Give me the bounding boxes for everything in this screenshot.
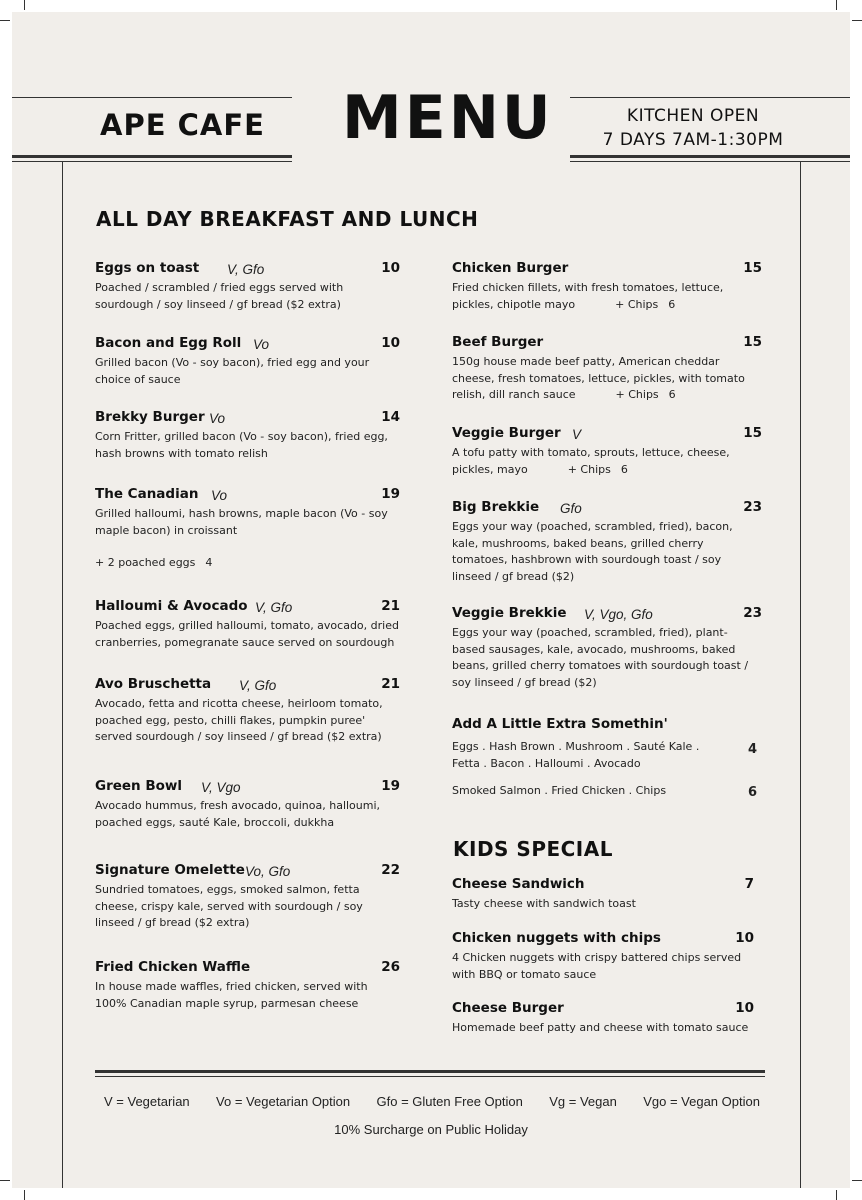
item-name: Big Brekkie [452,499,540,515]
item-price: 19 [381,778,400,794]
item-price: 10 [381,335,400,351]
crop-mark [24,1190,25,1200]
footer-rule [95,1070,765,1073]
item-name: The Canadian [95,486,199,502]
menu-title: MENU [342,83,554,153]
crop-mark [24,0,25,10]
item-name: Beef Burger [452,334,544,350]
item-price: 21 [381,598,400,614]
item-description: Corn Fritter, grilled bacon (Vo - soy bacon), fried egg, hash browns with tomato relish [95,430,388,460]
section-title-kids: KIDS SPECIAL [453,837,613,861]
item-name: Chicken nuggets with chips [452,930,661,946]
chips-addon: + Chips [567,462,611,476]
item-name: Veggie Burger [452,425,561,441]
item-diet: V, Gfo [255,600,293,615]
item-description-text: A tofu patty with tomato, sprouts, lettuce, cheese, pickles, mayo [452,446,730,476]
menu-item [95,778,400,831]
extras-price-2: 6 [748,785,758,800]
item-addon [95,555,400,572]
item-name: Chicken Burger [452,260,569,276]
extras-line-2: Smoked Salmon . Fried Chicken . Chips [452,784,667,797]
header-rule [570,155,850,158]
item-name: Veggie Brekkie [452,605,567,621]
menu-item [95,598,400,651]
item-description-text: Fried chicken fillets, with fresh tomatoes, lettuce, pickles, chipotle mayo [452,281,724,311]
item-description: Grilled bacon (Vo - soy bacon), fried egg and your choice of sauce [95,356,370,386]
hours-line-2: 7 DAYS 7AM-1:30PM [602,130,784,150]
item-description: Eggs your way (poached, scrambled, fried), plant-based sausages, kale, avocado, mushrooms, baked beans, grilled cherry tomatoes with sourdough toast / soy linseed / gf bread ($2) [452,626,749,689]
item-description-text: 150g house made beef patty, American cheddar cheese, fresh tomatoes, lettuce, pickles, with tomato relish, dill ranch sauce [452,355,745,401]
menu-item [452,605,762,691]
chips-addon-price: 6 [668,388,676,401]
menu-item [95,409,400,462]
legend-vgo: Vgo = Vegan Option [643,1094,760,1109]
item-price: 26 [381,959,400,975]
extras-title: Add A Little Extra Somethin' [452,716,668,732]
chips-addon: + Chips [615,297,659,311]
item-diet: V, Vgo [201,780,241,795]
menu-item [452,930,754,983]
extras-line-1b: Fetta . Bacon . Halloumi . Avocado [452,756,641,770]
item-price: 10 [381,260,400,276]
item-diet: V [572,427,582,442]
extras-line-1a: Eggs . Hash Brown . Mushroom . Sauté Kale . [452,740,700,753]
crop-mark [852,20,862,21]
item-name: Cheese Burger [452,1000,564,1016]
item-name: Green Bowl [95,778,183,794]
item-diet: Vo [209,411,226,426]
crop-mark [0,1180,10,1181]
item-price: 14 [381,409,400,425]
header-rule [12,161,292,162]
item-name: Bacon and Egg Roll [95,335,242,351]
item-name: Fried Chicken Waffle [95,959,251,975]
item-diet: V, Vgo, Gfo [584,607,653,622]
header-rule [12,97,292,98]
item-description [452,280,762,313]
legend-vo: Vo = Vegetarian Option [216,1094,351,1109]
crop-mark [836,0,837,10]
menu-item [95,486,400,572]
header-rule [12,155,292,158]
header-rule [570,161,850,162]
menu-item [95,959,400,1012]
crop-mark [836,1190,837,1200]
item-diet: Vo, Gfo [245,864,291,879]
item-price: 23 [743,605,762,621]
menu-item [452,1000,754,1037]
item-price: 21 [381,676,400,692]
addon-price: 4 [205,556,213,569]
legend-gfo: Gfo = Gluten Free Option [376,1094,523,1109]
extras-block [452,716,762,736]
item-description: Grilled halloumi, hash browns, maple bacon (Vo - soy maple bacon) in croissant [95,507,388,537]
item-name: Eggs on toast [95,260,200,276]
item-description: Sundried tomatoes, eggs, smoked salmon, fetta cheese, crispy kale, served with sourdough / soy linseed / gf bread ($2 extra) [95,883,363,929]
legend-v: V = Vegetarian [104,1094,190,1109]
menu-item [95,260,400,313]
extras-price-1: 4 [748,742,758,757]
item-diet: Vo [211,488,228,503]
menu-item [95,676,400,746]
menu-item [95,862,400,932]
item-description: Eggs your way (poached, scrambled, fried), bacon, kale, mushrooms, baked beans, grilled cherry tomatoes, hashbrown with sourdough toast / soy linseed / gf bread ($2) [452,520,733,583]
frame-left-line [62,161,63,1188]
kitchen-hours [580,104,806,152]
item-description: In house made waffles, fried chicken, served with 100% Canadian maple syrup, parmesan cheese [95,980,368,1010]
menu-item [452,876,754,913]
chips-addon: + Chips [615,388,659,401]
item-description: Avocado hummus, fresh avocado, quinoa, halloumi, poached eggs, sauté Kale, broccoli, dukkha [95,799,381,829]
item-description: 4 Chicken nuggets with crispy battered chips served with BBQ or tomato sauce [452,951,742,981]
item-name: Avo Bruschetta [95,676,212,692]
item-name: Cheese Sandwich [452,876,585,892]
item-description: Tasty cheese with sandwich toast [452,897,636,910]
crop-mark [852,1180,862,1181]
menu-item [452,260,762,313]
section-title-breakfast: ALL DAY BREAKFAST AND LUNCH [96,207,479,231]
crop-mark [0,20,10,21]
item-price: 23 [743,499,762,515]
item-price: 15 [743,334,762,350]
header-rule [570,97,850,98]
item-description: Homemade beef patty and cheese with tomato sauce [452,1021,749,1034]
item-price: 19 [381,486,400,502]
item-description [452,445,762,478]
item-description [452,354,762,404]
item-price: 15 [743,425,762,441]
item-name: Signature Omelette [95,862,245,878]
menu-item [452,425,762,478]
menu-item [95,335,400,388]
item-description: Poached / scrambled / fried eggs served with sourdough / soy linseed / gf bread ($2 extra) [95,281,344,311]
item-name: Halloumi & Avocado [95,598,248,614]
item-description: Poached eggs, grilled halloumi, tomato, avocado, dried cranberries, pomegranate sauce served on sourdough [95,619,399,649]
item-price: 7 [744,876,754,892]
legend-vg: Vg = Vegan [549,1094,617,1109]
item-price: 10 [735,930,754,946]
item-diet: Vo [253,337,270,352]
item-diet: V, Gfo [227,262,265,277]
hours-line-1: KITCHEN OPEN [626,106,760,126]
cafe-name: APE CAFE [100,108,265,142]
diet-legend [104,1094,760,1109]
item-description: Avocado, fetta and ricotta cheese, heirloom tomato, poached egg, pesto, chilli flakes, pumpkin puree' served sourdough / soy linseed / gf bread ($2 extra) [95,697,383,743]
item-diet: V, Gfo [239,678,277,693]
footer-rule [95,1076,765,1077]
item-diet: Gfo [560,501,582,516]
chips-addon-price: 6 [668,297,676,311]
surcharge-note: 10% Surcharge on Public Holiday [334,1122,528,1137]
item-name: Brekky Burger [95,409,205,425]
item-price: 22 [381,862,400,878]
frame-right-line [800,161,801,1188]
extras-line-1 [452,739,712,772]
menu-item [452,334,762,404]
item-price: 15 [743,260,762,276]
chips-addon-price: 6 [620,462,628,476]
item-price: 10 [735,1000,754,1016]
menu-item [452,499,762,585]
addon-label: + 2 poached eggs [95,556,196,569]
